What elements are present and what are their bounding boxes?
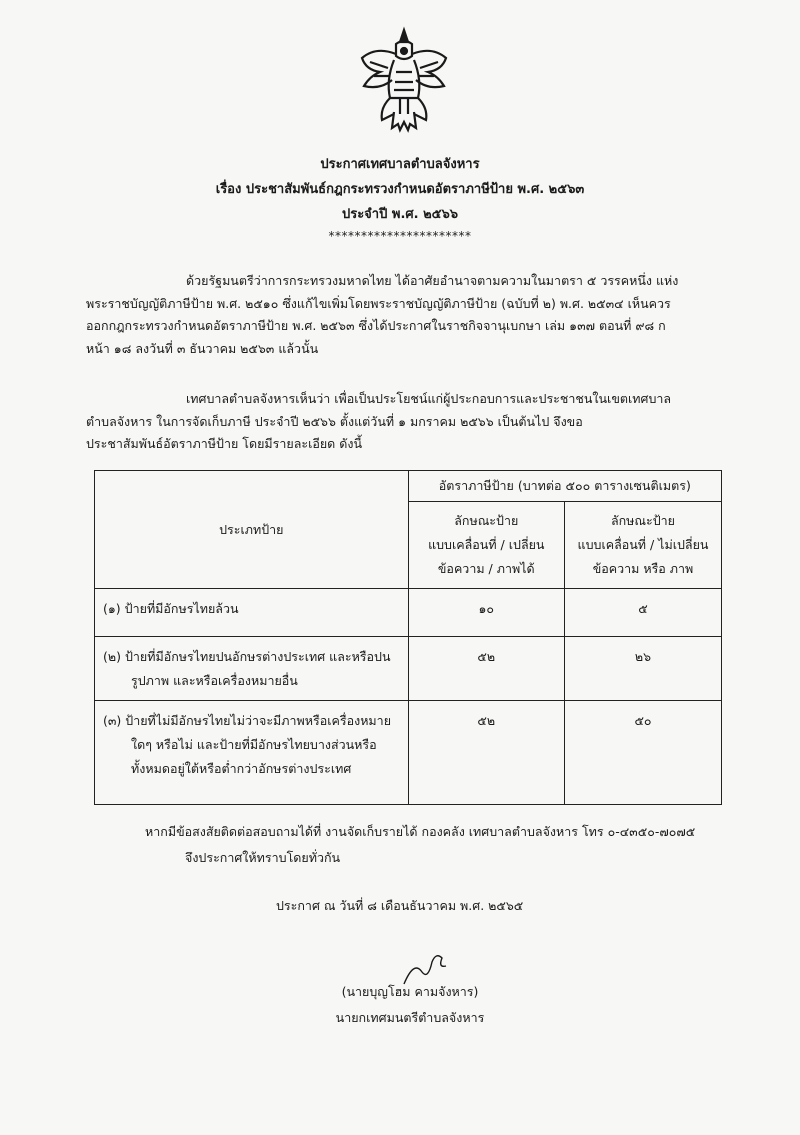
paragraph-1 xyxy=(86,270,726,360)
announcement-date: ประกาศ ณ วันที่ ๘ เดือนธันวาคม พ.ศ. ๒๕๖๕ xyxy=(276,898,524,913)
paragraph-2 xyxy=(86,388,726,456)
separator-stars: ********************** xyxy=(328,229,472,243)
cell-line: (๒) ป้ายที่มีอักษรไทยปนอักษรต่างประเทศ และหรือปน xyxy=(103,649,391,664)
rate-fixed-cell: ๕๐ xyxy=(564,701,721,805)
signer-name: (นายบุญโฮม คามจังหาร) xyxy=(341,984,479,999)
rate-fixed-cell: ๒๖ xyxy=(564,637,721,701)
rate-changeable-cell: ๑๐ xyxy=(408,589,564,637)
announcement-title: ประกาศเทศบาลตำบลจังหาร xyxy=(320,157,480,172)
paragraph-line: พระราชบัญญัติภาษีป้าย พ.ศ. ๒๕๑๐ ซึ่งแก้ไขเพิ่มโดยพระราชบัญญัติภาษีป้าย (ฉบับที่ ๒) พ.ศ. ๒๕๓๔ เห็นควร xyxy=(86,295,671,311)
sub-header-line: ข้อความ / ภาพได้ xyxy=(437,561,535,576)
sub-header-line: แบบเคลื่อนที่ / ไม่เปลี่ยน xyxy=(577,537,709,552)
rate-fixed-cell: ๕ xyxy=(564,589,721,637)
sub-header-line: ข้อความ หรือ ภาพ xyxy=(592,561,694,576)
announce-line: จึงประกาศให้ทราบโดยทั่วกัน xyxy=(185,850,341,865)
garuda-emblem-icon xyxy=(356,24,452,134)
signer-title: นายกเทศมนตรีตำบลจังหาร xyxy=(335,1010,485,1025)
sub-header-line: แบบเคลื่อนที่ / เปลี่ยน xyxy=(428,537,545,552)
sign-type-cell xyxy=(95,589,409,637)
table-row xyxy=(95,637,722,701)
paragraph-line: ด้วยรัฐมนตรีว่าการกระทรวงมหาดไทย ได้อาศัยอำนาจตามความในมาตรา ๕ วรรคหนึ่ง แห่ง xyxy=(186,273,679,288)
header-non-changeable xyxy=(564,502,721,589)
cell-line: ทั้งหมดอยู่ใต้หรือต่ำกว่าอักษรต่างประเทศ xyxy=(131,761,352,776)
document-header xyxy=(0,152,800,245)
sign-tax-rate-table xyxy=(94,470,722,805)
paragraph-line: ออกกฎกระทรวงกำหนดอัตราภาษีป้าย พ.ศ. ๒๕๖๓ ซึ่งได้ประกาศในราชกิจจานุเบกษา เล่ม ๑๓๗ ตอนที่ ๙๘ ก xyxy=(86,318,666,333)
cell-line: รูปภาพ และหรือเครื่องหมายอื่น xyxy=(131,673,298,688)
cell-line: ใดๆ หรือไม่ และป้ายที่มีอักษรไทยบางส่วนหรือ xyxy=(131,737,377,752)
rate-changeable-cell: ๕๒ xyxy=(408,701,564,805)
header-tax-rate: อัตราภาษีป้าย (บาทต่อ ๕๐๐ ตารางเซนติเมตร) xyxy=(408,471,721,502)
table-row xyxy=(95,589,722,637)
sub-header-line: ลักษณะป้าย xyxy=(454,513,519,528)
paragraph-line: หน้า ๑๘ ลงวันที่ ๓ ธันวาคม ๒๕๖๓ แล้วนั้น xyxy=(86,340,319,356)
announcement-year: ประจำปี พ.ศ. ๒๕๖๖ xyxy=(341,207,459,222)
paragraph-line: เทศบาลตำบลจังหารเห็นว่า เพื่อเป็นประโยชน์แก่ผู้ประกอบการและประชาชนในเขตเทศบาล xyxy=(186,391,672,406)
header-changeable xyxy=(408,502,564,589)
contact-line: หากมีข้อสงสัยติดต่อสอบถามได้ที่ งานจัดเก็บรายได้ กองคลัง เทศบาลตำบลจังหาร โทร ๐-๔๓๕๐-๗๐๗๕ xyxy=(145,824,696,839)
table-row xyxy=(95,701,722,805)
paragraph-line: ตำบลจังหาร ในการจัดเก็บภาษี ประจำปี ๒๕๖๖ ตั้งแต่วันที่ ๑ มกราคม ๒๕๖๖ เป็นต้นไป จึงขอ xyxy=(86,413,583,429)
header-sign-type: ประเภทป้าย xyxy=(95,471,409,589)
cell-line: (๓) ป้ายที่ไม่มีอักษรไทยไม่ว่าจะมีภาพหรือเครื่องหมาย xyxy=(103,713,392,728)
rate-changeable-cell: ๕๒ xyxy=(408,637,564,701)
sub-header-line: ลักษณะป้าย xyxy=(610,513,676,528)
sign-type-cell xyxy=(95,637,409,701)
cell-line: (๑) ป้ายที่มีอักษรไทยล้วน xyxy=(103,601,239,616)
paragraph-line: ประชาสัมพันธ์อัตราภาษีป้าย โดยมีรายละเอียด ดังนี้ xyxy=(86,436,363,451)
sign-type-cell xyxy=(95,701,409,805)
announcement-subject: เรื่อง ประชาสัมพันธ์กฎกระทรวงกำหนดอัตราภาษีป้าย พ.ศ. ๒๕๖๓ xyxy=(215,182,585,197)
